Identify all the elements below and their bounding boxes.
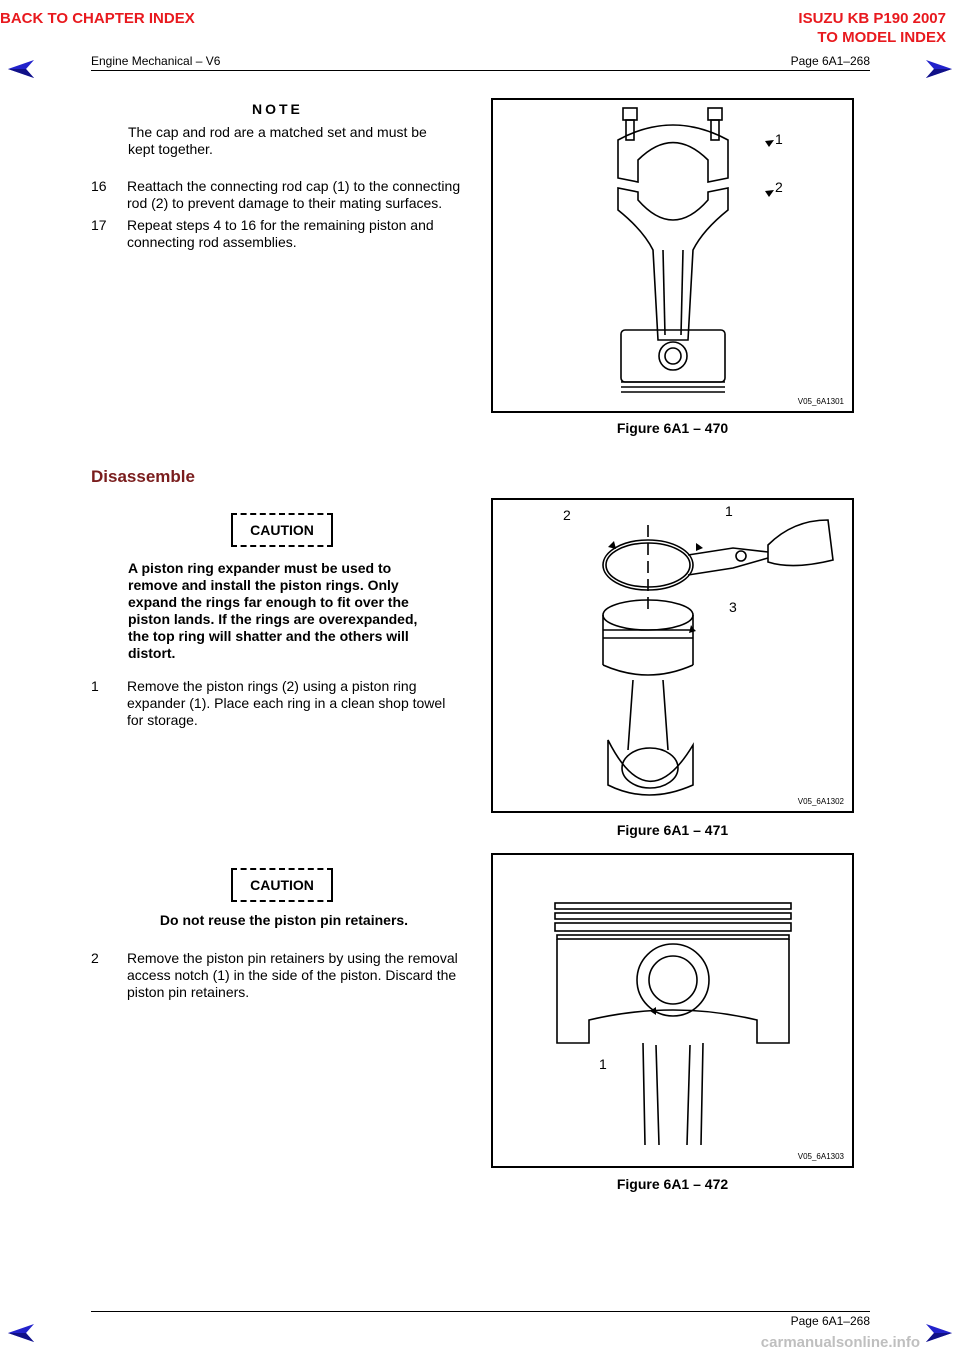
header-rule	[91, 70, 870, 71]
step-text-line2: access notch (1) in the side of the piston. Discard the	[127, 967, 457, 983]
caution-badge: CAUTION	[231, 868, 333, 902]
step-text-line1: Remove the piston pin retainers by using the removal	[127, 950, 458, 966]
caution-line: remove and install the piston rings. Only	[128, 577, 399, 593]
note-heading: NOTE	[252, 101, 303, 117]
caution-line: piston lands. If the rings are overexpanded,	[128, 611, 418, 627]
back-to-chapter-index-link[interactable]: BACK TO CHAPTER INDEX	[0, 10, 195, 27]
callout-1: 1	[599, 1056, 607, 1072]
step-text-line3: piston pin retainers.	[127, 984, 250, 1000]
caution-badge: CAUTION	[231, 513, 333, 547]
caution-text-2: Do not reuse the piston pin retainers.	[159, 912, 409, 928]
footer-rule	[91, 1311, 870, 1312]
caution-line: distort.	[128, 645, 176, 661]
header-section-title: Engine Mechanical – V6	[91, 54, 221, 68]
callout-2: 2	[775, 179, 783, 195]
caution-line: the top ring will shatter and the others will	[128, 628, 409, 644]
caution-line: expand the rings far enough to fit over the	[128, 594, 409, 610]
figure-code: V05_6A1303	[797, 1152, 844, 1161]
note-text: The cap and rod are a matched set and must be kept together.	[128, 124, 427, 157]
step-number: 17	[91, 217, 107, 233]
piston-pin-retainer-illustration	[493, 855, 852, 1166]
step-number: 1	[91, 678, 99, 694]
step-text-line2: expander (1). Place each ring in a clean shop towel	[127, 695, 446, 711]
callout-3: 3	[729, 599, 737, 615]
prev-page-top-arrow-icon[interactable]	[6, 58, 36, 80]
footer-page-number: Page 6A1–268	[790, 1314, 870, 1328]
step-text-line1: Reattach the connecting rod cap (1) to the connecting	[127, 178, 461, 194]
step-number: 16	[91, 178, 107, 194]
figure-470	[491, 98, 854, 413]
callout-2: 2	[563, 507, 571, 523]
figure-471	[491, 498, 854, 813]
next-page-bottom-arrow-icon[interactable]	[924, 1322, 954, 1344]
next-page-top-arrow-icon[interactable]	[924, 58, 954, 80]
callout-1: 1	[775, 131, 783, 147]
figure-code: V05_6A1302	[797, 797, 844, 806]
callout-1: 1	[725, 503, 733, 519]
watermark: carmanualsonline.info	[760, 1334, 920, 1351]
figure-caption-472: Figure 6A1 – 472	[616, 1176, 729, 1192]
step-text-line2: connecting rod assemblies.	[127, 234, 297, 250]
figure-code: V05_6A1301	[797, 397, 844, 406]
step-text-line1: Repeat steps 4 to 16 for the remaining piston and	[127, 217, 434, 233]
step-number: 2	[91, 950, 99, 966]
step-16	[91, 178, 491, 214]
prev-page-bottom-arrow-icon[interactable]	[6, 1322, 36, 1344]
header-page-number: Page 6A1–268	[790, 54, 870, 68]
step-2	[91, 950, 491, 1004]
caution-line: A piston ring expander must be used to	[128, 560, 392, 576]
figure-472	[491, 853, 854, 1168]
model-index-title-link[interactable]: ISUZU KB P190 2007	[798, 10, 946, 27]
step-1	[91, 678, 491, 732]
to-model-index-link[interactable]: TO MODEL INDEX	[817, 29, 946, 46]
section-title-disassemble: Disassemble	[91, 467, 195, 486]
step-17	[91, 217, 491, 253]
connecting-rod-illustration	[493, 100, 852, 411]
caution-text-1	[128, 560, 439, 662]
figure-caption-470: Figure 6A1 – 470	[616, 420, 729, 436]
step-text-line3: for storage.	[127, 712, 198, 728]
piston-ring-expander-illustration	[493, 500, 852, 811]
figure-caption-471: Figure 6A1 – 471	[616, 822, 729, 838]
step-text-line1: Remove the piston rings (2) using a piston ring	[127, 678, 417, 694]
step-text-line2: rod (2) to prevent damage to their mating surfaces.	[127, 195, 443, 211]
